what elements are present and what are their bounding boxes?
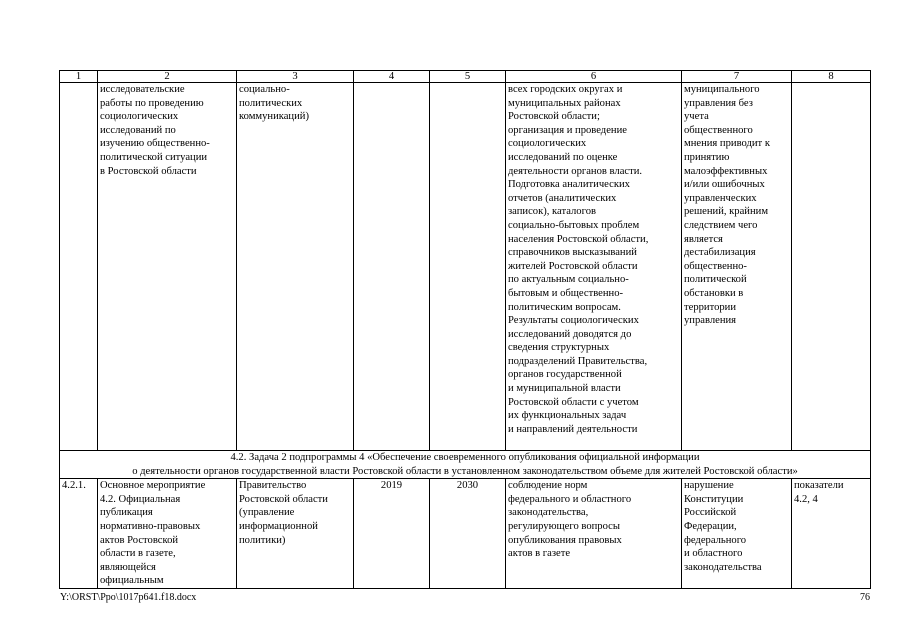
text-line: 4.2. Официальная — [100, 493, 181, 505]
text-line: Основное мероприятие — [100, 480, 206, 492]
text-line: муниципального — [684, 84, 760, 95]
row2-cell-5: 2030 — [430, 479, 506, 589]
text-line: общественно- — [684, 260, 747, 272]
text-line: политической — [684, 274, 747, 286]
row2-cell-2 — [98, 479, 237, 589]
text-line: регулирующего вопросы — [508, 520, 620, 532]
text-line: (управление — [239, 507, 295, 519]
text-line: работы по проведению — [100, 97, 204, 109]
header-cell-8: 8 — [792, 71, 871, 83]
text-line: области в газете, — [100, 548, 176, 560]
text-line: коммуникаций) — [239, 111, 309, 123]
text-line: справочников высказываний — [508, 247, 637, 259]
text-line: Федерации, — [684, 520, 737, 532]
text-line: Ростовской области с учетом — [508, 396, 639, 408]
text-line: жителей Ростовской области — [508, 260, 638, 272]
text-line: следствием чего — [684, 219, 758, 231]
text-line: в Ростовской области — [100, 165, 197, 177]
text-line: бытовым и общественно- — [508, 287, 624, 299]
row1-cell-3 — [237, 83, 354, 451]
text-line: записок), каталогов — [508, 206, 596, 218]
header-cell-6: 6 — [506, 71, 682, 83]
text-line: законодательства, — [508, 507, 589, 519]
row2-cell-6 — [506, 479, 682, 589]
text-line: нормативно-правовых — [100, 520, 201, 532]
header-cell-7: 7 — [682, 71, 792, 83]
text-line: Результаты социологических — [508, 315, 639, 327]
text-line: управленческих — [684, 192, 757, 204]
text-line: политическим вопросам. — [508, 301, 621, 313]
text-line: политической ситуации — [100, 151, 208, 163]
row1-cell-8 — [792, 83, 871, 451]
text-line: официальным — [100, 575, 164, 587]
text-line: территории — [684, 301, 737, 313]
header-row — [60, 71, 871, 83]
header-cell-4: 4 — [354, 71, 430, 83]
row2-cell-7 — [682, 479, 792, 589]
text-line: публикация — [100, 507, 153, 519]
text-line: принятию — [684, 151, 730, 163]
section-row — [60, 451, 871, 479]
text-line: является — [684, 233, 723, 245]
table-row — [60, 83, 871, 451]
header-cell-1: 1 — [60, 71, 98, 83]
text-line: учета — [684, 111, 709, 123]
text-line: подразделений Правительства, — [508, 355, 648, 367]
text-line: исследовательские — [100, 84, 185, 95]
text-line: общественного — [684, 124, 753, 136]
text-line: и направлений деятельности — [508, 423, 638, 435]
section-heading — [60, 451, 871, 479]
row1-cell-5 — [430, 83, 506, 451]
text-line: соблюдение норм — [508, 480, 588, 492]
text-line: федерального и областного — [508, 493, 632, 505]
text-line: актов в газете — [508, 548, 571, 560]
text-line: нарушение — [684, 480, 734, 492]
text-line: социально- — [239, 84, 290, 95]
text-line: организация и проведение — [508, 124, 627, 136]
text-line: Ростовской области; — [508, 111, 600, 123]
text-line: исследований по оценке — [508, 151, 618, 163]
header-cell-2: 2 — [98, 71, 237, 83]
text-line: мнения приводит к — [684, 138, 770, 150]
text-line: по актуальным социально- — [508, 274, 629, 286]
text-line: органов государственной — [508, 369, 622, 381]
table-row — [60, 479, 871, 589]
row1-cell-4 — [354, 83, 430, 451]
text-line: и/или ошибочных — [684, 179, 765, 191]
row2-cell-4: 2019 — [354, 479, 430, 589]
header-cell-5: 5 — [430, 71, 506, 83]
text-line: Правительство — [239, 480, 307, 492]
row2-cell-1: 4.2.1. — [60, 479, 98, 589]
text-line: дестабилизация — [684, 247, 756, 259]
row2-cell-3 — [237, 479, 354, 589]
text-line: обстановки в — [684, 287, 744, 299]
text-line: отчетов (аналитических — [508, 192, 617, 204]
text-line: показатели — [794, 480, 844, 492]
text-line: муниципальных районах — [508, 97, 621, 109]
text-line: 4.2, 4 — [794, 493, 818, 505]
row1-cell-2 — [98, 83, 237, 451]
row1-cell-6 — [506, 83, 682, 451]
text-line: сведения структурных — [508, 342, 610, 354]
text-line: управления — [684, 315, 737, 327]
text-line: Подготовка аналитических — [508, 179, 630, 191]
text-line: и муниципальной власти — [508, 383, 621, 395]
text-line: Конституции — [684, 493, 744, 505]
text-line: и областного — [684, 548, 743, 560]
text-line: являющейся — [100, 561, 156, 573]
text-line: о деятельности органов государственной власти Ростовской области в установленном законодательством объеме для жителей Ростовской области» — [132, 465, 798, 477]
text-line: федерального — [684, 534, 747, 546]
text-line: населения Ростовской области, — [508, 233, 649, 245]
text-line: 4.2. Задача 2 подпрограммы 4 «Обеспечение своевременного опубликования официальной информации — [230, 452, 700, 463]
header-cell-3: 3 — [237, 71, 354, 83]
text-line: малоэффективных — [684, 165, 768, 177]
text-line: управления без — [684, 97, 753, 109]
text-line: законодательства — [684, 561, 762, 573]
text-line: социально-бытовых проблем — [508, 219, 640, 231]
text-line: Российской — [684, 507, 737, 519]
text-line: политических — [239, 97, 303, 109]
text-line: политики) — [239, 534, 286, 546]
row1-cell-1 — [60, 83, 98, 451]
text-line: Ростовской области — [239, 493, 328, 505]
text-line: деятельности органов власти. — [508, 165, 643, 177]
text-line: всех городских округах и — [508, 84, 623, 95]
text-line: исследований доводятся до — [508, 328, 632, 340]
row2-cell-8 — [792, 479, 871, 589]
text-line: опубликования правовых — [508, 534, 622, 546]
file-path: Y:\ORST\Ppo\1017p641.f18.docx — [60, 592, 197, 603]
program-table — [59, 70, 871, 589]
row1-cell-7 — [682, 83, 792, 451]
text-line: информационной — [239, 520, 318, 532]
text-line: решений, крайним — [684, 206, 769, 218]
text-line: их функциональных задач — [508, 410, 627, 422]
text-line: социологических — [508, 138, 587, 150]
text-line: исследований по — [100, 124, 176, 136]
text-line: социологических — [100, 111, 179, 123]
text-line: актов Ростовской — [100, 534, 179, 546]
text-line: изучению общественно- — [100, 138, 210, 150]
page-number: 76 — [860, 592, 870, 603]
